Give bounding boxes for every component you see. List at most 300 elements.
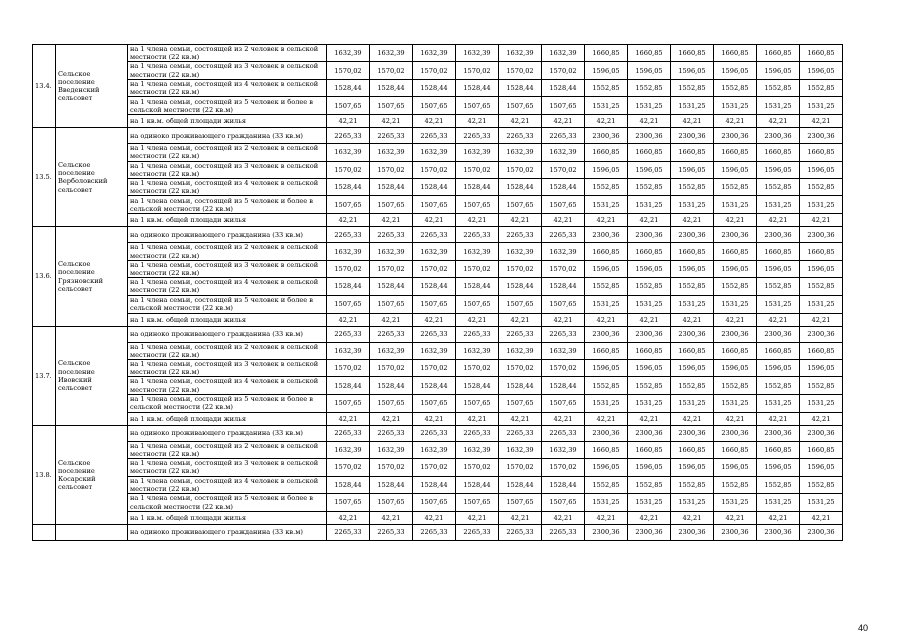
cost-value-cell: 2265,33 xyxy=(456,425,499,441)
cost-value-cell: 1507,65 xyxy=(542,494,585,512)
cost-value-cell: 1632,39 xyxy=(542,243,585,260)
cost-value-cell: 1507,65 xyxy=(327,394,370,412)
cost-value-cell: 1507,65 xyxy=(542,97,585,115)
table-row xyxy=(33,459,843,476)
table-row xyxy=(33,161,843,178)
norm-description: на 1 члена семьи, состоящей из 2 человек в сельской местности (22 кв.м) xyxy=(128,144,327,161)
table-row xyxy=(33,179,843,196)
cost-value-cell: 1552,85 xyxy=(585,377,628,394)
cost-value-cell: 1632,39 xyxy=(327,342,370,359)
norm-description: на 1 кв.м. общей площади жилья xyxy=(128,512,327,525)
cost-value-cell: 1528,44 xyxy=(456,79,499,96)
table-row xyxy=(33,295,843,313)
cost-value-cell: 1507,65 xyxy=(413,97,456,115)
cost-value-cell: 2265,33 xyxy=(370,425,413,441)
cost-value-cell: 2300,36 xyxy=(714,128,757,144)
cost-value-cell: 42,21 xyxy=(370,214,413,227)
norm-description: на одиноко проживающего гражданина (33 кв.м) xyxy=(128,326,327,342)
cost-value-cell: 2265,33 xyxy=(499,227,542,243)
cost-value-cell: 1632,39 xyxy=(456,342,499,359)
cost-value-cell: 1570,02 xyxy=(456,161,499,178)
table-row xyxy=(33,115,843,128)
cost-value-cell: 2300,36 xyxy=(800,128,843,144)
cost-value-cell: 2265,33 xyxy=(327,128,370,144)
cost-value-cell: 1570,02 xyxy=(542,360,585,377)
cost-value-cell: 1596,05 xyxy=(671,360,714,377)
cost-value-cell: 2300,36 xyxy=(671,326,714,342)
cost-value-cell: 1660,85 xyxy=(757,144,800,161)
cost-value-cell: 1528,44 xyxy=(499,377,542,394)
cost-value-cell: 1552,85 xyxy=(800,377,843,394)
table-row xyxy=(33,243,843,260)
cost-value-cell: 1570,02 xyxy=(499,459,542,476)
cost-value-cell: 1528,44 xyxy=(413,377,456,394)
cost-value-cell: 2265,33 xyxy=(413,425,456,441)
cost-value-cell: 42,21 xyxy=(800,115,843,128)
cost-value-cell: 1660,85 xyxy=(671,342,714,359)
cost-value-cell: 1531,25 xyxy=(800,494,843,512)
table-row xyxy=(33,79,843,96)
norm-description: на 1 члена семьи, состоящей из 2 человек в сельской местности (22 кв.м) xyxy=(128,342,327,359)
cost-value-cell: 2300,36 xyxy=(800,525,843,541)
cost-value-cell: 1660,85 xyxy=(714,342,757,359)
cost-value-cell: 1528,44 xyxy=(327,179,370,196)
cost-value-cell: 42,21 xyxy=(585,412,628,425)
table-row xyxy=(33,525,843,541)
table-row xyxy=(33,494,843,512)
cost-value-cell: 1632,39 xyxy=(456,441,499,458)
norm-description: на 1 кв.м. общей площади жилья xyxy=(128,313,327,326)
cost-value-cell: 2265,33 xyxy=(499,128,542,144)
cost-value-cell: 2300,36 xyxy=(671,525,714,541)
cost-value-cell: 1507,65 xyxy=(542,295,585,313)
table-row xyxy=(33,214,843,227)
cost-value-cell: 1596,05 xyxy=(800,161,843,178)
cost-value-cell: 42,21 xyxy=(714,313,757,326)
cost-value-cell: 1552,85 xyxy=(757,377,800,394)
cost-value-cell: 42,21 xyxy=(628,115,671,128)
cost-value-cell: 2300,36 xyxy=(757,425,800,441)
cost-value-cell: 1507,65 xyxy=(499,295,542,313)
cost-value-cell: 1660,85 xyxy=(800,243,843,260)
cost-value-cell: 2300,36 xyxy=(714,326,757,342)
table-row xyxy=(33,62,843,79)
cost-value-cell: 1660,85 xyxy=(628,45,671,62)
cost-value-cell: 1552,85 xyxy=(671,476,714,493)
cost-value-cell: 1531,25 xyxy=(714,494,757,512)
cost-value-cell: 1570,02 xyxy=(456,360,499,377)
norm-description: на 1 члена семьи, состоящей из 3 человек в сельской местности (22 кв.м) xyxy=(128,360,327,377)
cost-value-cell: 1531,25 xyxy=(671,196,714,214)
norm-description: на 1 кв.м. общей площади жилья xyxy=(128,412,327,425)
cost-value-cell: 1570,02 xyxy=(499,360,542,377)
cost-value-cell: 1660,85 xyxy=(757,45,800,62)
cost-value-cell: 1632,39 xyxy=(370,441,413,458)
cost-value-cell: 1596,05 xyxy=(671,459,714,476)
cost-value-cell: 2300,36 xyxy=(628,425,671,441)
cost-value-cell: 1528,44 xyxy=(542,377,585,394)
cost-value-cell: 1552,85 xyxy=(671,278,714,295)
cost-value-cell: 1660,85 xyxy=(628,144,671,161)
cost-value-cell: 2265,33 xyxy=(542,128,585,144)
settlement-name: Сельское поселение Верболовский сельсовет xyxy=(56,128,128,227)
cost-value-cell: 1660,85 xyxy=(757,441,800,458)
cost-value-cell: 42,21 xyxy=(800,512,843,525)
cost-value-cell: 1632,39 xyxy=(456,144,499,161)
cost-value-cell: 1507,65 xyxy=(456,394,499,412)
cost-value-cell: 42,21 xyxy=(757,512,800,525)
cost-value-cell: 2265,33 xyxy=(499,525,542,541)
norm-description: на 1 члена семьи, состоящей из 5 человек и более в сельской местности (22 кв.м) xyxy=(128,394,327,412)
cost-value-cell: 1596,05 xyxy=(714,161,757,178)
cost-value-cell: 1552,85 xyxy=(628,476,671,493)
norm-description: на 1 члена семьи, состоящей из 5 человек и более в сельской местности (22 кв.м) xyxy=(128,494,327,512)
cost-value-cell: 1552,85 xyxy=(757,476,800,493)
cost-value-cell: 1596,05 xyxy=(714,260,757,277)
cost-value-cell: 1531,25 xyxy=(714,394,757,412)
cost-value-cell: 1596,05 xyxy=(671,62,714,79)
cost-value-cell: 2300,36 xyxy=(800,425,843,441)
cost-value-cell: 1531,25 xyxy=(628,295,671,313)
cost-value-cell: 2300,36 xyxy=(671,227,714,243)
cost-value-cell: 1632,39 xyxy=(413,441,456,458)
norm-description: на одиноко проживающего гражданина (33 кв.м) xyxy=(128,425,327,441)
cost-value-cell: 42,21 xyxy=(671,412,714,425)
cost-value-cell: 1632,39 xyxy=(370,45,413,62)
cost-value-cell: 2265,33 xyxy=(370,326,413,342)
cost-value-cell: 1528,44 xyxy=(456,377,499,394)
cost-value-cell: 1596,05 xyxy=(628,62,671,79)
cost-value-cell: 1570,02 xyxy=(370,260,413,277)
cost-value-cell: 1552,85 xyxy=(757,278,800,295)
cost-value-cell: 1528,44 xyxy=(456,179,499,196)
cost-value-cell: 1528,44 xyxy=(370,179,413,196)
cost-value-cell: 42,21 xyxy=(456,214,499,227)
table-row xyxy=(33,326,843,342)
cost-value-cell: 1596,05 xyxy=(628,459,671,476)
cost-value-cell: 1570,02 xyxy=(327,459,370,476)
cost-value-cell: 42,21 xyxy=(800,214,843,227)
cost-value-cell: 1660,85 xyxy=(714,45,757,62)
cost-value-cell: 1552,85 xyxy=(585,79,628,96)
cost-value-cell: 1570,02 xyxy=(370,161,413,178)
cost-value-cell: 42,21 xyxy=(714,115,757,128)
cost-value-cell: 1507,65 xyxy=(499,394,542,412)
cost-value-cell: 42,21 xyxy=(757,412,800,425)
cost-value-cell: 1552,85 xyxy=(585,179,628,196)
cost-value-cell: 2300,36 xyxy=(671,128,714,144)
table-row xyxy=(33,441,843,458)
cost-value-cell: 1531,25 xyxy=(671,394,714,412)
cost-value-cell: 2300,36 xyxy=(585,326,628,342)
cost-value-cell: 42,21 xyxy=(542,214,585,227)
table-row xyxy=(33,144,843,161)
cost-value-cell: 1596,05 xyxy=(671,161,714,178)
norm-description: на 1 члена семьи, состоящей из 5 человек и более в сельской местности (22 кв.м) xyxy=(128,196,327,214)
cost-value-cell: 1570,02 xyxy=(542,459,585,476)
cost-value-cell: 1660,85 xyxy=(585,441,628,458)
cost-value-cell: 1507,65 xyxy=(499,494,542,512)
cost-value-cell: 1507,65 xyxy=(370,295,413,313)
table-row xyxy=(33,313,843,326)
cost-value-cell: 1632,39 xyxy=(413,45,456,62)
cost-value-cell: 1632,39 xyxy=(499,441,542,458)
cost-value-cell: 1660,85 xyxy=(714,441,757,458)
section-index: 13.5. xyxy=(33,128,56,227)
cost-value-cell: 1596,05 xyxy=(585,360,628,377)
cost-value-cell: 1570,02 xyxy=(370,62,413,79)
cost-value-cell: 1531,25 xyxy=(628,494,671,512)
cost-value-cell: 1528,44 xyxy=(542,278,585,295)
norm-description: на 1 члена семьи, состоящей из 2 человек в сельской местности (22 кв.м) xyxy=(128,243,327,260)
cost-value-cell: 2300,36 xyxy=(628,525,671,541)
table-row xyxy=(33,227,843,243)
cost-value-cell: 1570,02 xyxy=(327,62,370,79)
cost-value-cell: 1528,44 xyxy=(413,179,456,196)
cost-value-cell: 2300,36 xyxy=(714,425,757,441)
cost-value-cell: 1570,02 xyxy=(413,260,456,277)
cost-value-cell: 42,21 xyxy=(628,412,671,425)
cost-value-cell: 1596,05 xyxy=(714,360,757,377)
cost-value-cell: 2265,33 xyxy=(456,326,499,342)
cost-value-cell: 1596,05 xyxy=(714,62,757,79)
table-row xyxy=(33,512,843,525)
cost-value-cell: 1531,25 xyxy=(585,394,628,412)
cost-value-cell: 1570,02 xyxy=(499,62,542,79)
cost-value-cell: 42,21 xyxy=(542,412,585,425)
cost-value-cell: 1507,65 xyxy=(456,494,499,512)
cost-value-cell: 1632,39 xyxy=(456,243,499,260)
cost-value-cell: 1507,65 xyxy=(413,494,456,512)
cost-value-cell: 1660,85 xyxy=(585,45,628,62)
cost-value-cell: 1632,39 xyxy=(542,441,585,458)
norm-description: на 1 члена семьи, состоящей из 5 человек и более в сельской местности (22 кв.м) xyxy=(128,295,327,313)
cost-value-cell: 1596,05 xyxy=(757,62,800,79)
cost-value-cell: 42,21 xyxy=(413,115,456,128)
cost-value-cell: 1507,65 xyxy=(327,196,370,214)
cost-value-cell: 42,21 xyxy=(327,313,370,326)
cost-value-cell: 1632,39 xyxy=(499,144,542,161)
cost-value-cell: 2300,36 xyxy=(585,128,628,144)
norm-description: на 1 члена семьи, состоящей из 3 человек в сельской местности (22 кв.м) xyxy=(128,161,327,178)
cost-value-cell: 42,21 xyxy=(370,313,413,326)
cost-value-cell: 1528,44 xyxy=(370,79,413,96)
section-index: 13.4. xyxy=(33,45,56,128)
table-row xyxy=(33,196,843,214)
cost-value-cell: 1570,02 xyxy=(499,260,542,277)
cost-value-cell: 1531,25 xyxy=(585,196,628,214)
norm-description: на 1 члена семьи, состоящей из 3 человек в сельской местности (22 кв.м) xyxy=(128,260,327,277)
cost-value-cell: 1570,02 xyxy=(413,62,456,79)
cost-value-cell: 2265,33 xyxy=(327,227,370,243)
cost-value-cell: 1552,85 xyxy=(585,278,628,295)
section-index: 13.8. xyxy=(33,425,56,524)
settlement-name: Сельское поселение Грязновский сельсовет xyxy=(56,227,128,326)
cost-value-cell: 1632,39 xyxy=(327,45,370,62)
norm-description: на 1 кв.м. общей площади жилья xyxy=(128,115,327,128)
cost-value-cell: 1552,85 xyxy=(628,179,671,196)
norm-description: на 1 члена семьи, состоящей из 4 человек в сельской местности (22 кв.м) xyxy=(128,476,327,493)
settlement-name xyxy=(56,525,128,541)
cost-value-cell: 1570,02 xyxy=(370,459,413,476)
cost-value-cell: 1552,85 xyxy=(671,179,714,196)
cost-value-cell: 1632,39 xyxy=(499,342,542,359)
section-index: 13.7. xyxy=(33,326,56,425)
cost-value-cell: 42,21 xyxy=(585,214,628,227)
norm-description: на 1 члена семьи, состоящей из 3 человек в сельской местности (22 кв.м) xyxy=(128,62,327,79)
cost-value-cell: 1507,65 xyxy=(456,196,499,214)
cost-value-cell: 1596,05 xyxy=(800,459,843,476)
cost-value-cell: 1528,44 xyxy=(370,476,413,493)
cost-value-cell: 42,21 xyxy=(499,313,542,326)
cost-value-cell: 42,21 xyxy=(671,115,714,128)
cost-value-cell: 1596,05 xyxy=(585,62,628,79)
cost-value-cell: 1528,44 xyxy=(413,79,456,96)
cost-value-cell: 2300,36 xyxy=(714,525,757,541)
cost-value-cell: 2265,33 xyxy=(542,525,585,541)
cost-value-cell: 42,21 xyxy=(585,512,628,525)
settlement-name: Сельское поселение Ивовский сельсовет xyxy=(56,326,128,425)
cost-value-cell: 1552,85 xyxy=(800,278,843,295)
cost-value-cell: 1660,85 xyxy=(671,144,714,161)
cost-value-cell: 2300,36 xyxy=(757,227,800,243)
housing-cost-table xyxy=(32,44,843,541)
cost-value-cell: 1570,02 xyxy=(413,161,456,178)
cost-value-cell: 2265,33 xyxy=(542,425,585,441)
cost-value-cell: 1596,05 xyxy=(585,459,628,476)
cost-value-cell: 1552,85 xyxy=(800,179,843,196)
page-number: 40 xyxy=(857,623,868,633)
cost-value-cell: 2265,33 xyxy=(413,227,456,243)
cost-value-cell: 1552,85 xyxy=(800,476,843,493)
cost-value-cell: 42,21 xyxy=(714,512,757,525)
cost-value-cell: 2265,33 xyxy=(542,227,585,243)
cost-value-cell: 1596,05 xyxy=(585,260,628,277)
cost-value-cell: 42,21 xyxy=(370,115,413,128)
table-row xyxy=(33,425,843,441)
cost-value-cell: 1596,05 xyxy=(800,260,843,277)
cost-value-cell: 1660,85 xyxy=(800,342,843,359)
table-row xyxy=(33,128,843,144)
cost-value-cell: 42,21 xyxy=(456,412,499,425)
cost-value-cell: 1528,44 xyxy=(327,79,370,96)
cost-value-cell: 1632,39 xyxy=(542,144,585,161)
cost-value-cell: 2265,33 xyxy=(542,326,585,342)
cost-value-cell: 2265,33 xyxy=(370,128,413,144)
cost-value-cell: 1507,65 xyxy=(413,394,456,412)
cost-value-cell: 1531,25 xyxy=(585,97,628,115)
cost-value-cell: 2300,36 xyxy=(628,128,671,144)
cost-value-cell: 1632,39 xyxy=(327,144,370,161)
cost-value-cell: 42,21 xyxy=(413,512,456,525)
cost-value-cell: 1552,85 xyxy=(714,278,757,295)
cost-value-cell: 1531,25 xyxy=(800,394,843,412)
cost-value-cell: 2265,33 xyxy=(413,525,456,541)
cost-value-cell: 1531,25 xyxy=(757,97,800,115)
cost-value-cell: 42,21 xyxy=(456,512,499,525)
cost-value-cell: 1552,85 xyxy=(671,377,714,394)
cost-value-cell: 1632,39 xyxy=(370,144,413,161)
norm-description: на 1 члена семьи, состоящей из 2 человек в сельской местности (22 кв.м) xyxy=(128,441,327,458)
cost-value-cell: 42,21 xyxy=(327,115,370,128)
cost-value-cell: 1570,02 xyxy=(327,360,370,377)
cost-value-cell: 1570,02 xyxy=(413,360,456,377)
cost-value-cell: 2265,33 xyxy=(456,525,499,541)
cost-value-cell: 1552,85 xyxy=(628,79,671,96)
cost-value-cell: 1528,44 xyxy=(327,476,370,493)
cost-value-cell: 1596,05 xyxy=(757,161,800,178)
cost-value-cell: 42,21 xyxy=(628,512,671,525)
cost-value-cell: 1507,65 xyxy=(413,196,456,214)
cost-value-cell: 1660,85 xyxy=(585,342,628,359)
cost-value-cell: 1507,65 xyxy=(499,196,542,214)
cost-value-cell: 42,21 xyxy=(671,214,714,227)
cost-value-cell: 42,21 xyxy=(499,512,542,525)
cost-value-cell: 1507,65 xyxy=(370,196,413,214)
cost-value-cell: 1528,44 xyxy=(327,377,370,394)
settlement-name: Сельское поселение Косарский сельсовет xyxy=(56,425,128,524)
cost-value-cell: 1570,02 xyxy=(370,360,413,377)
cost-value-cell: 1531,25 xyxy=(671,494,714,512)
cost-value-cell: 1531,25 xyxy=(714,97,757,115)
norm-description: на одиноко проживающего гражданина (33 кв.м) xyxy=(128,227,327,243)
cost-value-cell: 42,21 xyxy=(327,512,370,525)
table-row xyxy=(33,45,843,62)
cost-value-cell: 2300,36 xyxy=(800,227,843,243)
cost-value-cell: 42,21 xyxy=(714,412,757,425)
cost-value-cell: 1570,02 xyxy=(327,161,370,178)
table-row xyxy=(33,260,843,277)
cost-value-cell: 1632,39 xyxy=(370,243,413,260)
cost-value-cell: 1632,39 xyxy=(413,144,456,161)
cost-value-cell: 42,21 xyxy=(542,115,585,128)
cost-value-cell: 1552,85 xyxy=(714,179,757,196)
cost-value-cell: 2300,36 xyxy=(671,425,714,441)
table-row xyxy=(33,97,843,115)
cost-value-cell: 1660,85 xyxy=(800,144,843,161)
cost-value-cell: 42,21 xyxy=(585,115,628,128)
cost-value-cell: 42,21 xyxy=(542,512,585,525)
cost-value-cell: 1632,39 xyxy=(327,441,370,458)
norm-description: на 1 члена семьи, состоящей из 2 человек в сельской местности (22 кв.м) xyxy=(128,45,327,62)
cost-value-cell: 1660,85 xyxy=(671,243,714,260)
cost-value-cell: 1552,85 xyxy=(714,476,757,493)
cost-value-cell: 1507,65 xyxy=(370,394,413,412)
norms-table-sheet xyxy=(32,44,843,541)
cost-value-cell: 1570,02 xyxy=(456,459,499,476)
norm-description: на 1 члена семьи, состоящей из 4 человек в сельской местности (22 кв.м) xyxy=(128,278,327,295)
cost-value-cell: 1528,44 xyxy=(456,476,499,493)
cost-value-cell: 42,21 xyxy=(370,412,413,425)
cost-value-cell: 1570,02 xyxy=(327,260,370,277)
cost-value-cell: 1531,25 xyxy=(671,295,714,313)
cost-value-cell: 1660,85 xyxy=(800,441,843,458)
cost-value-cell: 42,21 xyxy=(327,214,370,227)
cost-value-cell: 1528,44 xyxy=(370,377,413,394)
cost-value-cell: 2300,36 xyxy=(585,525,628,541)
cost-value-cell: 1552,85 xyxy=(585,476,628,493)
cost-value-cell: 2265,33 xyxy=(456,227,499,243)
cost-value-cell: 1552,85 xyxy=(757,179,800,196)
cost-value-cell: 1660,85 xyxy=(671,441,714,458)
cost-value-cell: 42,21 xyxy=(757,313,800,326)
cost-value-cell: 1552,85 xyxy=(714,377,757,394)
cost-value-cell: 2265,33 xyxy=(370,525,413,541)
cost-value-cell: 1632,39 xyxy=(413,243,456,260)
cost-value-cell: 1531,25 xyxy=(628,394,671,412)
table-row xyxy=(33,377,843,394)
section-index xyxy=(33,525,56,541)
